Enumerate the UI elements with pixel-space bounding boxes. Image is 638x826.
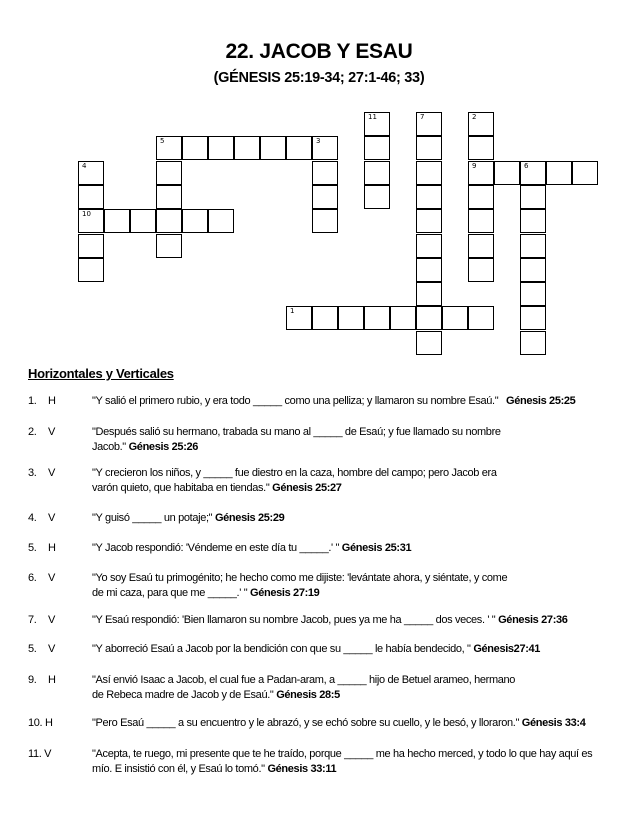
grid-cell[interactable] bbox=[520, 234, 546, 258]
clue-line: "Y crecieron los niños, y _____ fue diestro en la caza, hombre del campo; pero Jacob era bbox=[92, 467, 497, 479]
clue-reference: Génesis27:41 bbox=[473, 643, 541, 655]
clue-number: 5 bbox=[160, 137, 165, 146]
grid-cell[interactable] bbox=[520, 209, 546, 233]
grid-cell[interactable] bbox=[416, 209, 442, 233]
grid-cell[interactable] bbox=[494, 161, 520, 185]
grid-cell[interactable] bbox=[260, 136, 286, 160]
grid-cell[interactable] bbox=[312, 161, 338, 185]
clue-text bbox=[92, 425, 612, 455]
grid-cell[interactable] bbox=[364, 161, 390, 185]
clue-line: "Y Esaú respondió: 'Bien llamaron su nombre Jacob, pues ya me ha _____ dos veces. ' " bbox=[92, 614, 496, 626]
clue-line: "Y guisó _____ un potaje;" bbox=[92, 512, 213, 524]
clue-text bbox=[92, 747, 612, 777]
clue-text bbox=[92, 642, 612, 657]
clue-direction: V bbox=[48, 572, 55, 584]
clue-direction: V bbox=[48, 643, 55, 655]
grid-cell[interactable] bbox=[338, 306, 364, 330]
clue-number: 11 bbox=[368, 113, 377, 121]
grid-cell[interactable] bbox=[364, 185, 390, 209]
clue-number: 2 bbox=[472, 113, 477, 121]
clue-number: 7 bbox=[420, 113, 425, 121]
clue-direction: V bbox=[48, 512, 55, 524]
clue-direction: V bbox=[48, 426, 55, 438]
grid-cell[interactable] bbox=[520, 306, 546, 330]
grid-cell[interactable] bbox=[78, 161, 104, 185]
clue-num: 5. bbox=[28, 643, 37, 655]
clue-line: "Y aborreció Esaú a Jacob por la bendición con que su _____ le había bendecido, " bbox=[92, 643, 471, 655]
grid-cell[interactable] bbox=[520, 282, 546, 306]
clue-reference: Génesis 25:27 bbox=[272, 482, 342, 494]
clue-num: 4. bbox=[28, 512, 37, 524]
clue-num: 7. bbox=[28, 614, 37, 626]
clue-reference: Génesis 33:4 bbox=[521, 717, 586, 729]
grid-cell[interactable] bbox=[468, 306, 494, 330]
grid-cell[interactable] bbox=[312, 185, 338, 209]
clue-line: "Pero Esaú _____ a su encuentro y le abrazó, y se echó sobre su cuello, y le besó, y lloraron." bbox=[92, 717, 520, 729]
clue-reference: Génesis 33:11 bbox=[267, 763, 337, 775]
grid-cell[interactable] bbox=[468, 209, 494, 233]
grid-cell[interactable] bbox=[468, 112, 494, 136]
page-subtitle: (GÉNESIS 25:19-34; 27:1-46; 33) bbox=[213, 70, 425, 86]
grid-cell[interactable] bbox=[208, 136, 234, 160]
grid-cell[interactable] bbox=[156, 185, 182, 209]
clue-text bbox=[92, 541, 612, 556]
grid-cell[interactable] bbox=[416, 258, 442, 282]
grid-cell[interactable] bbox=[520, 258, 546, 282]
clue-num: 10. H bbox=[28, 717, 53, 729]
grid-cell[interactable] bbox=[416, 185, 442, 209]
clue-number: 1 bbox=[290, 307, 295, 316]
clue-text bbox=[92, 571, 612, 601]
grid-cell[interactable] bbox=[546, 161, 572, 185]
clue-reference: Génesis 27:36 bbox=[498, 614, 568, 626]
grid-cell[interactable] bbox=[442, 306, 468, 330]
clue-line: "Yo soy Esaú tu primogénito; he hecho como me dijiste: 'levántate ahora, y siéntate, y come bbox=[92, 572, 508, 584]
clue-line: de mi caza, para que me _____.' " bbox=[92, 587, 248, 599]
clue-direction: H bbox=[48, 674, 56, 686]
grid-cell[interactable] bbox=[468, 234, 494, 258]
grid-cell[interactable] bbox=[286, 306, 312, 330]
grid-cell[interactable] bbox=[286, 136, 312, 160]
grid-cell[interactable] bbox=[416, 161, 442, 185]
clue-reference: Génesis 27:19 bbox=[250, 587, 320, 599]
clue-reference: Génesis 25:26 bbox=[128, 441, 199, 453]
grid-cell[interactable] bbox=[390, 306, 416, 330]
clue-text bbox=[92, 716, 612, 731]
grid-cell[interactable] bbox=[78, 209, 104, 233]
clue-direction: H bbox=[48, 395, 56, 407]
grid-cell[interactable] bbox=[416, 234, 442, 258]
clue-reference: Génesis 28:5 bbox=[276, 689, 340, 701]
clue-num: 2. bbox=[28, 426, 37, 438]
grid-cell[interactable] bbox=[312, 209, 338, 233]
clue-text bbox=[92, 613, 612, 628]
clue-number: 4 bbox=[82, 161, 87, 170]
clue-num: 1. bbox=[28, 395, 37, 407]
grid-cell[interactable] bbox=[572, 161, 598, 185]
clue-direction: V bbox=[48, 467, 55, 479]
clue-direction: V bbox=[48, 614, 55, 626]
clue-line: varón quieto, que habitaba en tiendas." bbox=[92, 482, 270, 494]
grid-cell[interactable] bbox=[520, 161, 546, 185]
clue-direction: H bbox=[48, 542, 56, 554]
grid-cell[interactable] bbox=[416, 112, 442, 136]
grid-cell[interactable] bbox=[468, 258, 494, 282]
page-title: 22. JACOB Y ESAU bbox=[225, 40, 413, 63]
clue-line: mío. E insistió con él, y Esaú lo tomó." bbox=[92, 763, 265, 775]
clue-text bbox=[92, 511, 612, 526]
grid-cell[interactable] bbox=[156, 161, 182, 185]
grid-cell[interactable] bbox=[364, 112, 390, 136]
grid-cell[interactable] bbox=[520, 185, 546, 209]
clue-number: 3 bbox=[316, 137, 321, 146]
grid-cell[interactable] bbox=[156, 136, 182, 160]
grid-cell[interactable] bbox=[468, 185, 494, 209]
clue-num: 9. bbox=[28, 674, 37, 686]
grid-cell[interactable] bbox=[364, 136, 390, 160]
clue-num: 3. bbox=[28, 467, 37, 479]
grid-cell[interactable] bbox=[468, 161, 494, 185]
clue-num: 6. bbox=[28, 572, 37, 584]
clue-line: Jacob." bbox=[92, 441, 126, 453]
grid-cell[interactable] bbox=[78, 234, 104, 258]
clue-number: 6 bbox=[524, 161, 529, 170]
grid-cell[interactable] bbox=[234, 136, 260, 160]
grid-cell[interactable] bbox=[364, 306, 390, 330]
grid-cell[interactable] bbox=[182, 136, 208, 160]
clue-line: de Rebeca madre de Jacob y de Esaú." bbox=[92, 689, 274, 701]
clue-reference: Génesis 25:25 bbox=[506, 395, 576, 407]
clue-line: "Así envió Isaac a Jacob, el cual fue a Padan-aram, a _____ hijo de Betuel arameo, hermano bbox=[92, 674, 516, 686]
grid-cell[interactable] bbox=[78, 258, 104, 282]
grid-cell[interactable] bbox=[156, 209, 182, 233]
grid-cell[interactable] bbox=[182, 209, 208, 233]
clue-line: "Acepta, te ruego, mi presente que te he traído, porque _____ me ha hecho merced, y todo lo que hay aquí es bbox=[92, 748, 593, 760]
grid-cell[interactable] bbox=[130, 209, 156, 233]
grid-cell[interactable] bbox=[156, 234, 182, 258]
clue-line: "Después salió su hermano, trabada su mano al _____ de Esaú; y fue llamado su nombre bbox=[92, 426, 501, 438]
clue-line: "Y salió el primero rubio, y era todo _____ como una pelliza; y llamaron su nombre Esaú." bbox=[92, 395, 499, 407]
clue-text bbox=[92, 466, 612, 496]
grid-cell[interactable] bbox=[104, 209, 130, 233]
grid-cell[interactable] bbox=[416, 306, 442, 330]
clue-number: 9 bbox=[472, 161, 477, 170]
grid-cell[interactable] bbox=[416, 136, 442, 160]
clue-reference: Génesis 25:31 bbox=[341, 542, 412, 554]
section-title: Horizontales y Verticales bbox=[28, 366, 174, 381]
clue-number: 10 bbox=[82, 210, 91, 219]
grid-cell[interactable] bbox=[312, 306, 338, 330]
grid-cell[interactable] bbox=[416, 331, 442, 355]
grid-cell[interactable] bbox=[520, 331, 546, 355]
grid-cell[interactable] bbox=[78, 185, 104, 209]
grid-cell[interactable] bbox=[208, 209, 234, 233]
clue-num: 5. bbox=[28, 542, 37, 554]
clue-line: "Y Jacob respondió: 'Véndeme en este día tu _____.' " bbox=[92, 542, 340, 554]
clue-reference: Génesis 25:29 bbox=[214, 512, 285, 524]
clue-text bbox=[92, 673, 612, 703]
grid-cell[interactable] bbox=[312, 136, 338, 160]
grid-cell[interactable] bbox=[468, 136, 494, 160]
clue-num: 11. V bbox=[28, 748, 52, 760]
crossword-grid bbox=[0, 0, 638, 360]
grid-cell[interactable] bbox=[416, 282, 442, 306]
